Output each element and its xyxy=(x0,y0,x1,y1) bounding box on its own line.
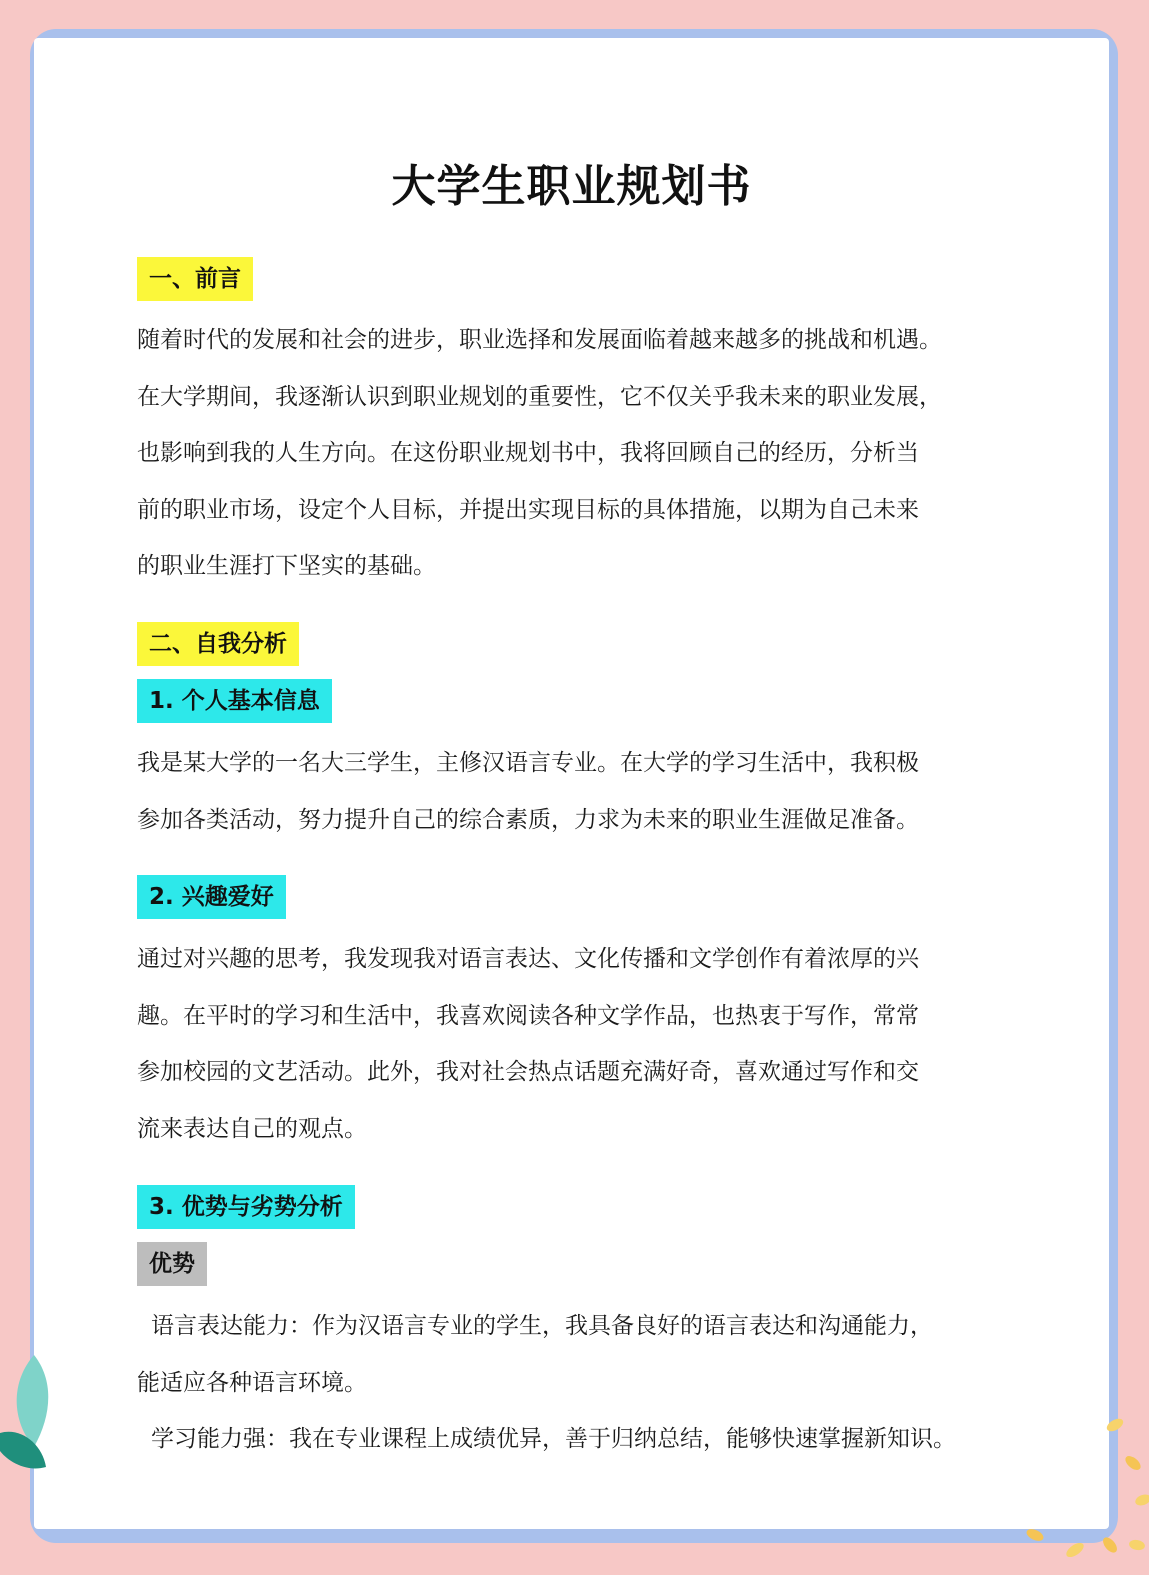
subheading-basic-info: 1. 个人基本信息 xyxy=(137,679,332,723)
intro-paragraph xyxy=(137,312,1017,595)
text-line: 随着时代的发展和社会的进步，职业选择和发展面临着越来越多的挑战和机遇。 xyxy=(137,327,942,353)
section-heading-intro: 一、前言 xyxy=(137,257,253,301)
text-line: 学习能力强：我在专业课程上成绩优异，善于归纳总结，能够快速掌握新知识。 xyxy=(151,1426,956,1452)
subheading-interests: 2. 兴趣爱好 xyxy=(137,875,286,919)
strength-label: 优势 xyxy=(137,1242,207,1286)
text-line: 在大学期间，我逐渐认识到职业规划的重要性，它不仅关乎我未来的职业发展， xyxy=(137,383,942,410)
section-heading-self-analysis: 二、自我分析 xyxy=(137,622,299,666)
text-line: 能适应各种语言环境。 xyxy=(137,1369,367,1396)
text-line: 前的职业市场，设定个人目标，并提出实现目标的具体措施，以期为自己未来 xyxy=(137,496,919,523)
leaf-decoration-icon xyxy=(0,1355,60,1515)
text-line: 通过对兴趣的思考，我发现我对语言表达、文化传播和文学创作有着浓厚的兴 xyxy=(137,946,919,972)
interests-paragraph xyxy=(137,931,1017,1157)
text-line: 参加校园的文艺活动。此外，我对社会热点话题充满好奇，喜欢通过写作和交 xyxy=(137,1059,919,1085)
basic-info-paragraph xyxy=(137,735,1017,848)
subheading-swot: 3. 优势与劣势分析 xyxy=(137,1185,355,1229)
document-title: 大学生职业规划书 xyxy=(391,161,752,212)
text-line: 语言表达能力：作为汉语言专业的学生，我具备良好的语言表达和沟通能力， xyxy=(151,1313,933,1339)
text-line: 参加各类活动，努力提升自己的综合素质，力求为未来的职业生涯做足准备。 xyxy=(137,806,919,833)
flower-decoration-icon xyxy=(1015,1395,1149,1575)
text-line: 的职业生涯打下坚实的基础。 xyxy=(137,553,436,579)
text-line: 也影响到我的人生方向。在这份职业规划书中，我将回顾自己的经历，分析当 xyxy=(137,440,919,466)
text-line: 流来表达自己的观点。 xyxy=(137,1115,367,1142)
text-line: 我是某大学的一名大三学生，主修汉语言专业。在大学的学习生活中，我积极 xyxy=(137,750,919,776)
text-line: 趣。在平时的学习和生活中，我喜欢阅读各种文学作品，也热衷于写作，常常 xyxy=(137,1002,919,1029)
strength-paragraph xyxy=(137,1298,1017,1468)
